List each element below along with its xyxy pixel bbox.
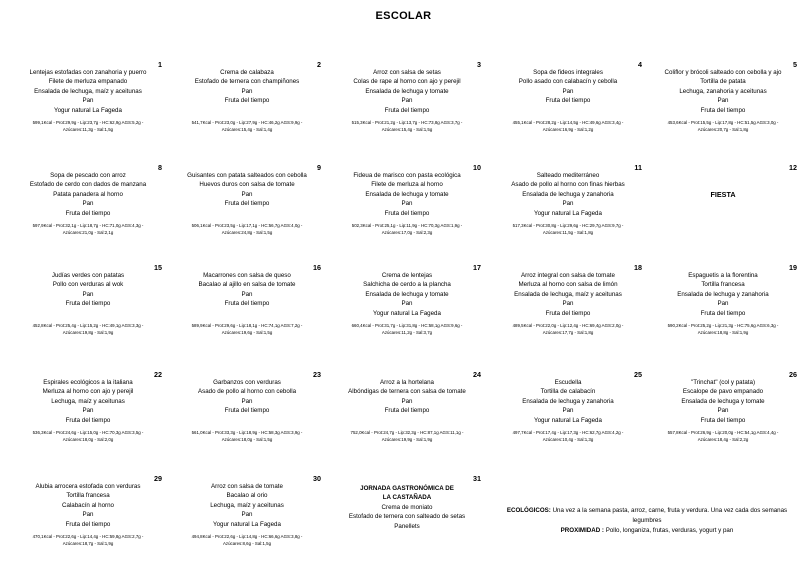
dish-item: Pan bbox=[401, 97, 413, 105]
dish-item: Pan bbox=[241, 511, 253, 519]
dish-item: Fruta del tiempo bbox=[224, 200, 270, 208]
dish-item: Yogur natural La Fageda bbox=[534, 416, 602, 424]
dish-item: Fruta del tiempo bbox=[224, 97, 270, 105]
dish-list bbox=[12, 482, 164, 529]
nutrition-info-sugar-salt: Azúcares:15,4g - Sal:1,5g bbox=[381, 127, 433, 132]
dish-item: Fideua de marisco con pasta ecológica bbox=[353, 172, 461, 179]
dish-item: Guisantes con patata salteados con cebolla bbox=[187, 172, 307, 179]
day-number: 25 bbox=[634, 370, 642, 379]
dish-item: Pan bbox=[717, 407, 729, 415]
dish-item: Fruta del tiempo bbox=[384, 407, 430, 415]
dish-item: Lechuga, maíz y aceitunas bbox=[210, 501, 284, 509]
nutrition-info: 502,3Kcal - Prot:25,1g - Lip:11,9g - HC:70,3g AGS:1,9g - bbox=[351, 223, 463, 228]
nutrition-info: 536,3Kcal - Prot:24,6g - Lip:15,0g - HC:70,3g AGS:3,5g - bbox=[32, 430, 144, 435]
dish-item: Bacalao al orio bbox=[226, 492, 268, 500]
dish-item: Pan bbox=[717, 97, 729, 105]
dish-item: Espaguetis a la florentina bbox=[688, 272, 758, 279]
day-cell bbox=[331, 163, 483, 263]
dish-item: Fruta del tiempo bbox=[224, 300, 270, 308]
nutrition-info: 515,3Kcal - Prot:21,2g - Lip:13,7g - HC:73,8g AGS:3,7g - bbox=[351, 120, 463, 125]
dish-item: Pan bbox=[82, 511, 94, 519]
dish-list bbox=[171, 271, 323, 309]
dish-item: Filete de merluza al horno bbox=[371, 181, 443, 189]
nutrition-info-sugar-salt: Azúcares:20,7g - Sal:1,8g bbox=[697, 127, 749, 132]
nutrition-info: 497,7Kcal - Prot:17,4g - Lip:17,3g - HC:62,7g AGS:4,2g - bbox=[512, 430, 624, 435]
dish-list bbox=[647, 68, 799, 115]
dish-item: Fruta del tiempo bbox=[65, 209, 111, 217]
dish-item: Albóndigas de ternera con salsa de tomate bbox=[348, 388, 466, 396]
day-number: 15 bbox=[154, 263, 162, 272]
dish-item: Crema de moniato bbox=[381, 503, 433, 511]
day-number: 12 bbox=[789, 163, 797, 172]
day-cell bbox=[12, 60, 164, 160]
dish-item: Ensalada de lechuga y tomate bbox=[681, 397, 765, 405]
day-number: 31 bbox=[473, 474, 481, 483]
day-number: 30 bbox=[313, 474, 321, 483]
dish-item: Judías verdes con patatas bbox=[51, 272, 125, 279]
dish-item: Ensalada de lechuga, maíz y aceitunas bbox=[34, 87, 142, 95]
dish-item: Filete de merluza empanado bbox=[48, 78, 128, 86]
nutrition-info-sugar-salt: Azúcares:18,0g - Sal:1,5g bbox=[221, 437, 273, 442]
dish-item: Pan bbox=[241, 290, 253, 298]
day-cell bbox=[171, 474, 323, 570]
menu-title: ESCOLAR bbox=[375, 10, 432, 22]
dish-list bbox=[12, 378, 164, 425]
dish-item: Merluza al horno con salsa de limón bbox=[518, 281, 618, 289]
nutrition-info-sugar-salt: Azúcares:18,8g - Sal:1,9g bbox=[697, 330, 749, 335]
nutrition-info: 506,1Kcal - Prot:23,5g - Lip:17,1g - HC:56,7g AGS:4,0g - bbox=[191, 223, 303, 228]
dish-item: Ensalada de lechuga, maíz y aceitunas bbox=[514, 290, 622, 298]
day-cell bbox=[331, 370, 483, 470]
nutrition-info: 752,0Kcal - Prot:24,7g - Lip:32,3g - HC:87,1g AGS:11,1g - bbox=[350, 430, 464, 435]
nutrition-info: 599,1Kcal - Prot:29,9g - Lip:23,7g - HC:62,9g AGS:5,2g - bbox=[32, 120, 144, 125]
nutrition-info: 494,8Kcal - Prot:22,6g - Lip:14,8g - HC:66,6g AGS:3,8g - bbox=[191, 534, 303, 539]
dish-list bbox=[12, 68, 164, 115]
dish-item: Pan bbox=[562, 407, 574, 415]
dish-item: Fruta del tiempo bbox=[545, 309, 591, 317]
dish-item: Pan bbox=[241, 87, 253, 95]
nutrition-info: 557,8Kcal - Prot:26,9g - Lip:20,0g - HC:54,1g AGS:4,4g - bbox=[667, 430, 779, 435]
day-cell bbox=[331, 60, 483, 160]
day-cell bbox=[647, 163, 799, 263]
eco-note-cont: legumbres bbox=[632, 517, 662, 524]
day-cell bbox=[12, 163, 164, 263]
dish-item: Estofado de ternera con salteado de setas bbox=[348, 513, 466, 521]
holiday-label: FIESTA bbox=[710, 190, 736, 199]
nutrition-info-sugar-salt: Azúcares:10,4g - Sal:1,3g bbox=[542, 437, 594, 442]
day-cell bbox=[12, 370, 164, 470]
dish-item: Garbanzos con verduras bbox=[213, 379, 281, 386]
dish-item: Ensalada de lechuga y tomate bbox=[365, 87, 449, 95]
dish-list bbox=[492, 271, 644, 318]
dish-item: Pollo asado con calabacín y cebolla bbox=[518, 78, 618, 86]
day-cell bbox=[647, 60, 799, 160]
dish-item: Macarrones con salsa de queso bbox=[203, 272, 291, 279]
nutrition-info-sugar-salt: Azúcares:19,8g - Sal:1,9g bbox=[62, 330, 114, 335]
dish-item: Pan bbox=[241, 190, 253, 198]
nutrition-info: 489,5Kcal - Prot:22,0g - Lip:12,4g - HC:69,4g AGS:2,0g - bbox=[512, 323, 624, 328]
day-cell bbox=[331, 474, 483, 570]
day-cell bbox=[331, 263, 483, 363]
dish-item: Pan bbox=[82, 200, 94, 208]
dish-item: Pan bbox=[401, 397, 413, 405]
day-cell bbox=[171, 370, 323, 470]
dish-item: Calabacín al horno bbox=[62, 501, 114, 509]
day-number: 18 bbox=[634, 263, 642, 272]
dish-item: Sopa de fideos integrales bbox=[533, 69, 603, 76]
day-number: 8 bbox=[158, 163, 162, 172]
nutrition-info-sugar-salt: Azúcares:11,5g - Sal:1,8g bbox=[542, 230, 594, 235]
dish-item: Alubia arrocera estofada con verduras bbox=[35, 483, 141, 490]
nutrition-info-sugar-salt: Azúcares:17,7g - Sal:1,8g bbox=[542, 330, 594, 335]
dish-list bbox=[492, 68, 644, 106]
nutrition-info-sugar-salt: Azúcares:24,8g - Sal:1,5g bbox=[221, 230, 273, 235]
dish-item: Ensalada de lechuga y tomate bbox=[365, 290, 449, 298]
dish-item: Pan bbox=[562, 87, 574, 95]
dish-item: Estofado de ternera con champiñones bbox=[194, 78, 300, 86]
dish-item: Tortilla francesa bbox=[66, 492, 110, 500]
dish-item: Pan bbox=[562, 300, 574, 308]
day-number: 10 bbox=[473, 163, 481, 172]
day-number: 2 bbox=[317, 60, 321, 69]
nutrition-info-sugar-salt: Azúcares:17,0g - Sal:2,3g bbox=[381, 230, 433, 235]
dish-item: Arroz integral con salsa de tomate bbox=[521, 272, 615, 279]
dish-list bbox=[331, 171, 483, 218]
dish-item: Fruta del tiempo bbox=[700, 309, 746, 317]
eco-text: Una vez a la semana pasta, arroz, carne, fruta y verdura. Una vez cada dos semanas bbox=[550, 507, 788, 514]
dish-item: Yogur natural La Fageda bbox=[213, 520, 281, 528]
day-cell bbox=[12, 474, 164, 570]
dish-list bbox=[647, 271, 799, 318]
day-number: 16 bbox=[313, 263, 321, 272]
day-cell bbox=[647, 263, 799, 363]
dish-item: Arroz a la hortelana bbox=[380, 379, 434, 386]
day-number: 24 bbox=[473, 370, 481, 379]
dish-item: Escudella bbox=[554, 379, 582, 386]
dish-item: Crema de calabaza bbox=[220, 69, 274, 76]
day-cell bbox=[492, 370, 644, 470]
dish-item: Salteado mediterráneo bbox=[536, 172, 600, 179]
day-cell bbox=[492, 60, 644, 160]
nutrition-info-sugar-salt: Azúcares:16,9g - Sal:1,2g bbox=[542, 127, 594, 132]
day-number: 23 bbox=[313, 370, 321, 379]
dish-list bbox=[331, 271, 483, 318]
dish-item: Sopa de pescado con arroz bbox=[50, 172, 126, 179]
dish-item: Pan bbox=[82, 290, 94, 298]
dish-item: Lechuga, maíz y aceitunas bbox=[51, 397, 125, 405]
dish-item: Fruta del tiempo bbox=[65, 300, 111, 308]
dish-item: Bacalao al ajillo en salsa de tomate bbox=[198, 281, 296, 289]
dish-item: Yogur natural La Fageda bbox=[373, 309, 441, 317]
eco-label: ECOLÓGICOS: bbox=[506, 507, 551, 514]
dish-item: Coliflor y brócoli salteado con cebolla y ajo bbox=[664, 69, 782, 76]
day-number: 3 bbox=[477, 60, 481, 69]
dish-item: Fruta del tiempo bbox=[224, 407, 270, 415]
dish-list bbox=[12, 271, 164, 309]
dish-item: Fruta del tiempo bbox=[700, 106, 746, 114]
prox-note bbox=[497, 526, 797, 536]
dish-item: Ensalada de lechuga y zanahoria bbox=[522, 397, 614, 405]
nutrition-info-sugar-salt: Azúcares:19,6g - Sal:1,5g bbox=[221, 330, 273, 335]
dish-item: Pan bbox=[82, 407, 94, 415]
dish-item: Pan bbox=[82, 97, 94, 105]
nutrition-info: 660,4Kcal - Prot:31,7g - Lip:31,8g - HC:58,1g AGS:9,6g - bbox=[351, 323, 463, 328]
dish-item: Ensalada de lechuga y zanahoria bbox=[677, 290, 769, 298]
dish-item: Fruta del tiempo bbox=[545, 97, 591, 105]
dish-item: Fruta del tiempo bbox=[384, 106, 430, 114]
nutrition-info: 470,1Kcal - Prot:22,6g - Lip:14,4g - HC:59,8g AGS:2,7g - bbox=[32, 534, 144, 539]
nutrition-info: 597,9Kcal - Prot:32,1g - Lip:18,7g - HC:71,0g AGS:4,3g - bbox=[32, 223, 144, 228]
dish-item: Yogur natural La Fageda bbox=[54, 106, 122, 114]
nutrition-info: 541,7Kcal - Prot:23,0g - Lip:27,9g - HC:46,2g AGS:9,9g - bbox=[191, 120, 303, 125]
nutrition-info: 453,6Kcal - Prot:15,5g - Lip:17,8g - HC:51,5g AGS:3,0g - bbox=[667, 120, 779, 125]
menu-notes bbox=[497, 506, 797, 536]
nutrition-info: 517,3Kcal - Prot:30,8g - Lip:29,6g - HC:29,7g AGS:9,7g - bbox=[512, 223, 624, 228]
dish-item: Pan bbox=[241, 397, 253, 405]
dish-item: Tortilla de calabacín bbox=[540, 388, 596, 396]
dish-item: Estofado de cerdo con dados de manzana bbox=[29, 181, 147, 189]
dish-item: Espirales ecológicos a la italiana bbox=[43, 379, 133, 386]
day-number: 17 bbox=[473, 263, 481, 272]
dish-item: Pan bbox=[562, 200, 574, 208]
nutrition-info-sugar-salt: Azúcares:11,2g - Sal:3,7g bbox=[381, 330, 433, 335]
dish-item: Salchicha de cerdo a la plancha bbox=[363, 281, 451, 289]
dish-item: Tortilla de patata bbox=[700, 78, 746, 86]
day-cell bbox=[12, 263, 164, 363]
dish-item: Pan bbox=[401, 300, 413, 308]
nutrition-info: 455,1Kcal - Prot:28,2g - Lip:14,5g - HC:49,6g AGS:3,4g - bbox=[512, 120, 624, 125]
dish-list bbox=[492, 378, 644, 425]
day-cell bbox=[171, 60, 323, 160]
special-event-title: JORNADA GASTRONÓMICA DE bbox=[360, 485, 454, 492]
day-cell bbox=[171, 163, 323, 263]
nutrition-info-sugar-salt: Azúcares:11,3g - Sal:1,5g bbox=[62, 127, 114, 132]
nutrition-info-sugar-salt: Azúcares:8,6g - Sal:1,5g bbox=[222, 541, 272, 546]
nutrition-info-sugar-salt: Azúcares:21,0g - Sal:2,1g bbox=[62, 230, 114, 235]
nutrition-info: 589,9Kcal - Prot:29,6g - Lip:18,1g - HC:74,1g AGS:7,2g - bbox=[191, 323, 303, 328]
day-number: 4 bbox=[638, 60, 642, 69]
nutrition-info-sugar-salt: Azúcares:18,7g - Sal:1,9g bbox=[62, 541, 114, 546]
day-number: 19 bbox=[789, 263, 797, 272]
dish-item: Pan bbox=[717, 300, 729, 308]
dish-list bbox=[331, 378, 483, 416]
day-cell bbox=[492, 163, 644, 263]
dish-item: Ensalada de lechuga y tomate bbox=[365, 190, 449, 198]
day-number: 22 bbox=[154, 370, 162, 379]
dish-item: Pollo con verduras al wok bbox=[52, 281, 124, 289]
dish-item: Fruta del tiempo bbox=[65, 416, 111, 424]
dish-list bbox=[492, 171, 644, 218]
day-number: 26 bbox=[789, 370, 797, 379]
dish-item: Fruta del tiempo bbox=[65, 520, 111, 528]
day-number: 1 bbox=[158, 60, 162, 69]
dish-item: Huevos duros con salsa de tomate bbox=[199, 181, 295, 189]
special-event-title: LA CASTAÑADA bbox=[382, 494, 432, 502]
nutrition-info-sugar-salt: Azúcares:15,4g - Sal:1,4g bbox=[221, 127, 273, 132]
dish-list bbox=[171, 68, 323, 106]
dish-item: Panellets bbox=[394, 522, 420, 530]
nutrition-info: 452,8Kcal - Prot:25,4g - Lip:15,2g - HC:49,1g AGS:3,3g - bbox=[32, 323, 144, 328]
dish-item: Colas de rape al horno con ajo y perejil bbox=[353, 78, 461, 86]
dish-item: Arroz con salsa de setas bbox=[373, 69, 441, 76]
prox-label: PROXIMIDAD : bbox=[560, 527, 604, 534]
nutrition-info: 561,0Kcal - Prot:33,3g - Lip:18,9g - HC:58,3g AGS:3,9g - bbox=[191, 430, 303, 435]
dish-item: Crema de lentejas bbox=[381, 272, 433, 279]
dish-list bbox=[331, 484, 483, 531]
day-cell bbox=[171, 263, 323, 363]
day-number: 9 bbox=[317, 163, 321, 172]
dish-item: Tortilla francesa bbox=[701, 281, 745, 289]
dish-item: Lentejas estofadas con zanahoria y puerro bbox=[29, 69, 147, 76]
dish-item: Asado de pollo al horno con cebolla bbox=[197, 388, 297, 396]
dish-item: Merluza al horno con ajo y perejil bbox=[42, 388, 134, 396]
day-number: 29 bbox=[154, 474, 162, 483]
dish-list bbox=[171, 482, 323, 529]
day-number: 5 bbox=[793, 60, 797, 69]
dish-item: Pan bbox=[401, 200, 413, 208]
dish-item: Fruta del tiempo bbox=[384, 209, 430, 217]
day-number: 11 bbox=[634, 163, 642, 172]
dish-list bbox=[171, 378, 323, 416]
dish-item: Lechuga, zanahoria y aceitunas bbox=[679, 87, 767, 95]
prox-text: Pollo, longaniza, frutas, verduras, yogurt y pan bbox=[603, 527, 734, 534]
nutrition-info-sugar-salt: Azúcares:18,0g - Sal:2,0g bbox=[62, 437, 114, 442]
dish-item: Arroz con salsa de tomate bbox=[211, 483, 283, 490]
dish-item: Escalope de pavo empanado bbox=[682, 388, 764, 396]
nutrition-info-sugar-salt: Azúcares:19,9g - Sal:1,9g bbox=[381, 437, 433, 442]
day-cell bbox=[647, 370, 799, 470]
day-cell bbox=[492, 263, 644, 363]
dish-item: Patata panadera al horno bbox=[53, 190, 123, 198]
dish-list bbox=[12, 171, 164, 218]
dish-item: "Trinchat" (col y patata) bbox=[691, 379, 755, 386]
dish-list bbox=[331, 68, 483, 115]
nutrition-info-sugar-salt: Azúcares:18,4g - Sal:2,2g bbox=[697, 437, 749, 442]
dish-item: Ensalada de lechuga y zanahoria bbox=[522, 190, 614, 198]
nutrition-info: 590,2Kcal - Prot:25,2g - Lip:21,3g - HC:75,6g AGS:6,3g - bbox=[667, 323, 779, 328]
dish-item: Fruta del tiempo bbox=[700, 416, 746, 424]
dish-item: Asado de pollo al horno con finas hierbas bbox=[511, 181, 625, 189]
eco-note bbox=[497, 506, 797, 516]
dish-item: Yogur natural La Fageda bbox=[534, 209, 602, 217]
dish-list bbox=[647, 378, 799, 425]
dish-list bbox=[171, 171, 323, 209]
